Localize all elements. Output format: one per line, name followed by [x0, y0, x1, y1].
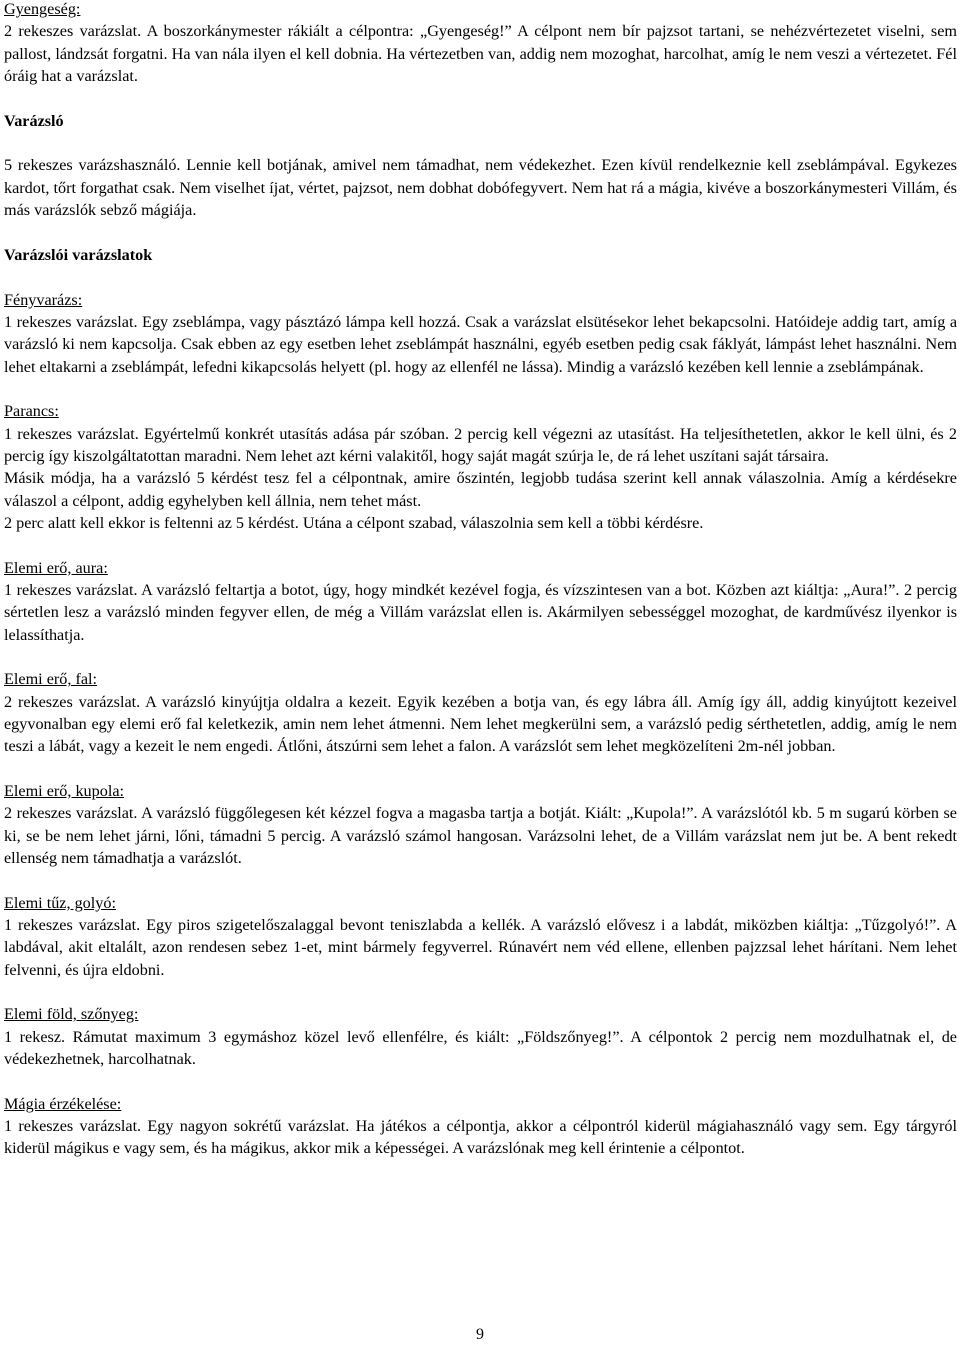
section-title-varazslo: Varázsló [4, 111, 64, 130]
spell-title-fenyvarazs: Fényvarázs: [4, 290, 83, 309]
document-page [4, 0, 957, 1160]
spell-text-tuzgolyo: 1 rekeszes varázslat. Egy piros szigetelőszalaggal bevont teniszlabda a kellék. A varázsló elővesz i a labdát, miközben kiáltja: „Tűzgolyó!”. A labdával, akit eltalált, azon rendesen sebez 1-et, mint bármely fegyverrel. Rúnavért nem véd ellene, ellenben pajzzsal lehet hárítani. Nem lehet felvenni, és újra eldobni. [4, 916, 957, 979]
paragraph-gyengeseg: 2 rekeszes varázslat. A boszorkánymester rákiált a célpontra: „Gyengeség!” A célpont nem bír pajzsot tartani, se nehézvértezetet viselni, sem pallost, lándzsát forgatni. Ha van nála ilyen el kell dobnia. Ha vértezetben van, addig nem mozoghat, harcolhat, amíg le nem veszi a vértezetet. Fél óráig hat a varázslat. [4, 22, 957, 85]
spell-text-parancs-1: 1 rekeszes varázslat. Egyértelmű konkrét utasítás adása pár szóban. 2 percig kell végezni az utasítást. Ha teljesíthetetlen, akkor le kell ülni, és 2 percig így kiszolgáltatottan maradni. Nem lehet azt kérni valakitől, hogy saját magát szúrja le, de rá lehet uszítani saját társaira. [4, 424, 957, 465]
spell-title-parancs: Parancs: [4, 402, 59, 421]
spell-text-magia-erzekelese: 1 rekeszes varázslat. Egy nagyon sokrétű varázslat. Ha játékos a célpontja, akkor a célpontról kiderül mágiahasználó vagy sem. Egy tárgyról kiderül mágikus e vagy sem, és ha mágikus, akkor mik a képességei. A varázslónak meg kell érintenie a célpontot. [4, 1117, 957, 1158]
page-number: 9 [476, 1326, 484, 1343]
spell-text-kupola: 2 rekeszes varázslat. A varázsló függőlegesen két kézzel fogva a magasba tartja a botját. Kiált: „Kupola!”. A varázslótól kb. 5 m sugarú körben se ki, se be nem lehet járni, lőni, támadni 5 percig. A varázsló számol hangosan. Varázsolni lehet, de a Villám varázslat nem jut be. A bent rekedt ellenség nem támadhatja a varázslót. [4, 804, 957, 867]
spell-text-aura: 1 rekeszes varázslat. A varázsló feltartja a botot, úgy, hogy mindkét kezével fogja, és vízszintesen van a bot. Közben azt kiáltja: „Aura!”. 2 percig sértetlen lesz a varázsló minden fegyver ellen, de még a Villám varázslat ellen is. Akármilyen sebességgel mozoghat, de kardművész ilyenkor is lelassíthatja. [4, 580, 957, 644]
spell-text-parancs-2: Másik módja, ha a varázsló 5 kérdést tesz fel a célpontnak, amire őszintén, legjobb tudása szerint kell annak válaszolnia. Amíg a kérdésekre válaszol a célpont, addig egyhelyben kell állnia, nem tehet mást. [4, 469, 957, 510]
spell-text-parancs-3: 2 perc alatt kell ekkor is feltenni az 5 kérdést. Utána a célpont szabad, válaszolnia sem kell a többi kérdésre. [4, 513, 704, 532]
spell-title-magia-erzekelese: Mágia érzékelése: [4, 1094, 122, 1113]
spell-title-foldszonyeg: Elemi föld, szőnyeg: [4, 1005, 139, 1024]
spell-title-aura: Elemi erő, aura: [4, 558, 108, 577]
spell-text-fal: 2 rekeszes varázslat. A varázsló kinyújtja oldalra a kezeit. Egyik kezében a botja van, és egy lábra áll. Amíg így áll, addig kinyújtott kezeivel egyvonalban egy elemi erő fal keletkezik, amin nem lehet átmenni. Nem lehet megkerülni sem, a varázsló pedig sérthetetlen, addig, amíg le nem teszi a lábát, vagy a kezeit le nem engedi. Átlőni, átszúrni sem lehet a falon. A varázslót sem lehet megközelíteni 2m-nél jobban. [4, 692, 957, 756]
section-title-varazsloi-varazslatok: Varázslói varázslatok [4, 245, 153, 264]
spell-title-kupola: Elemi erő, kupola: [4, 782, 125, 801]
spell-title-tuzgolyo: Elemi tűz, golyó: [4, 893, 116, 912]
section-title-gyengeseg: Gyengeség: [4, 0, 81, 18]
spell-text-fenyvarazs: 1 rekeszes varázslat. Egy zseblámpa, vagy pásztázó lámpa kell hozzá. Csak a varázslat elsütésekor lehet bekapcsolni. Hatóideje addig tart, amíg a varázsló ki nem kapcsolja. Csak ebben az egy esetben lehet zseblámpát használni, egyéb esetben pedig csak fáklyát, lámpást lehet használni. Nem lehet eltakarni a zseblámpát, lefedni kikapcsolás helyett (pl. hogy az ellenfél ne lássa). Mindig a varázsló kezében kell lennie a zseblámpának. [4, 312, 957, 376]
spell-text-foldszonyeg: 1 rekesz. Rámutat maximum 3 egymáshoz közel levő ellenfélre, és kiált: „Földszőnyeg!”. A célpontok 2 percig nem mozdulhatnak el, de védekezhetnek, harcolhatnak. [4, 1027, 957, 1068]
spell-title-fal: Elemi erő, fal: [4, 670, 98, 689]
paragraph-varazslo: 5 rekeszes varázshasználó. Lennie kell botjának, amivel nem támadhat, nem védekezhet. Ezen kívül rendelkeznie kell zseblámpával. Egykezes kardot, tőrt forgathat csak. Nem viselhet íjat, vértet, pajzsot, nem dobhat dobófegyvert. Nem hat rá a mágia, kivéve a boszorkánymesteri Villám, és más varázslók sebző mágiája. [4, 156, 957, 220]
